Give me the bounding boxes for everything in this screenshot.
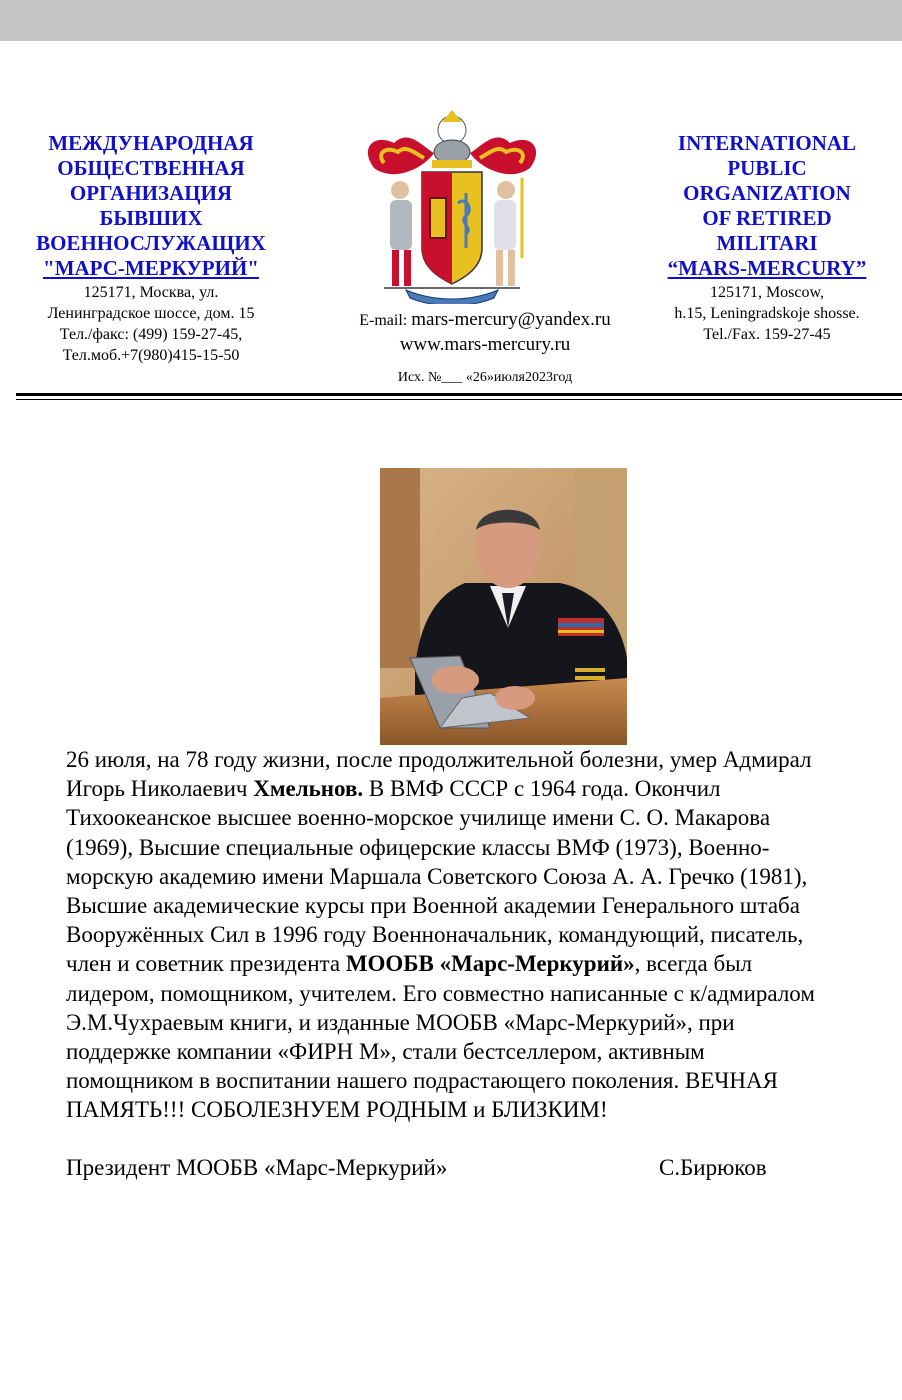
email-address[interactable]: mars-mercury@yandex.ru: [411, 309, 611, 330]
body-line-9: лидером, помощником, учителем. Его совместно написанные с к/адмиралом: [66, 980, 815, 1006]
body-line-13: ПАМЯТЬ!!! СОБОЛЕЗНУЕМ РОДНЫМ и БЛИЗКИМ!: [66, 1097, 608, 1123]
address-en-line-3: Tel./Fax. 159-27-45: [703, 326, 831, 343]
org-name-ru-line-3: ОРГАНИЗАЦИЯ: [69, 181, 233, 205]
body-line-7: Вооружённых Сил в 1996 году Военноначальник, командующий, писатель,: [66, 922, 804, 948]
address-ru-line-3: Тел./факс: (499) 159-27-45,: [59, 326, 243, 343]
header-divider-thin: [16, 399, 902, 400]
org-name-english: [640, 131, 894, 281]
obituary-text: [66, 745, 902, 1125]
address-english: [640, 282, 894, 345]
org-name-ru-line-6: "МАРС-МЕРКУРИЙ": [43, 256, 259, 280]
body-line-5: морскую академию имени Маршала Советского Союза А. А. Гречко (1981),: [66, 863, 808, 889]
body-line-12: помощником в воспитании нашего подрастающего поколения. ВЕЧНАЯ: [66, 1068, 778, 1094]
email-label: E-mail:: [359, 312, 412, 329]
address-ru-line-1: 125171, Москва, ул.: [83, 284, 219, 301]
org-name-en-line-2: PUBLIC: [727, 156, 807, 180]
body-line-8-pre: член и советник президента: [66, 951, 346, 977]
header-divider-thick: [16, 393, 902, 396]
body-line-2-pre: Игорь Николаевич: [66, 776, 254, 802]
center-contacts: [330, 309, 640, 356]
top-gray-bar: [0, 0, 902, 41]
body-line-2: [66, 774, 902, 803]
address-ru-line-2: Ленинградское шоссе, дом. 15: [47, 305, 255, 322]
outgoing-reference: Исх. №___ «26»июля2023год: [397, 370, 573, 385]
body-line-4: (1969), Высшие специальные офицерские классы ВМФ (1973), Военно-: [66, 834, 770, 860]
email-line: [330, 309, 640, 331]
org-name-ru-line-2: ОБЩЕСТВЕННАЯ: [57, 156, 245, 180]
org-name-en-line-6: “MARS-MERCURY”: [667, 256, 867, 280]
body-line-2-post: В ВМФ СССР с 1964 года. Окончил: [363, 776, 721, 802]
admiral-surname: Хмельнов.: [253, 776, 364, 802]
coat-of-arms-emblem: [354, 108, 550, 304]
signature-title: Президент МООБВ «Марс-Меркурий»: [66, 1155, 448, 1180]
address-russian: [20, 282, 282, 366]
body-line-8: [66, 949, 902, 978]
body-line-11: поддержке компании «ФИРН М», стали бестселлером, активным: [66, 1039, 705, 1065]
org-name-russian: [20, 131, 282, 281]
org-name-ru-line-5: ВОЕННОСЛУЖАЩИХ: [36, 231, 266, 255]
signature-name: С.Бирюков: [659, 1155, 767, 1180]
website-link[interactable]: www.mars-mercury.ru: [399, 334, 571, 355]
org-name-en-line-1: INTERNATIONAL: [677, 131, 857, 155]
org-name-en-line-3: ORGANIZATION: [683, 181, 851, 205]
body-line-3: Тихоокеанское высшее военно-морское училище имени С. О. Макарова: [66, 805, 771, 831]
body-line-1: 26 июля, на 78 году жизни, после продолжительной болезни, умер Адмирал: [66, 747, 812, 772]
org-name-ru-line-4: БЫВШИХ: [99, 206, 203, 230]
org-name-bold: МООБВ «Марс-Меркурий»: [345, 951, 635, 977]
address-en-line-2: h.15, Leningradskoje shosse.: [674, 305, 860, 322]
org-name-ru-line-1: МЕЖДУНАРОДНАЯ: [48, 131, 254, 155]
address-ru-line-4: Тел.моб.+7(980)415-15-50: [62, 347, 240, 364]
address-en-line-1: 125171, Moscow,: [709, 284, 825, 301]
body-line-6: Высшие академические курсы при Военной академии Генерального штаба: [66, 893, 800, 919]
org-name-en-line-4: OF RETIRED: [702, 206, 832, 230]
org-name-en-line-5: MILITARI: [716, 231, 818, 255]
body-line-8-post: , всегда был: [634, 951, 753, 977]
body-line-10: Э.М.Чухраевым книги, и изданные МООБВ «Марс-Меркурий», при: [66, 1009, 735, 1035]
admiral-portrait-photo: [380, 468, 627, 745]
